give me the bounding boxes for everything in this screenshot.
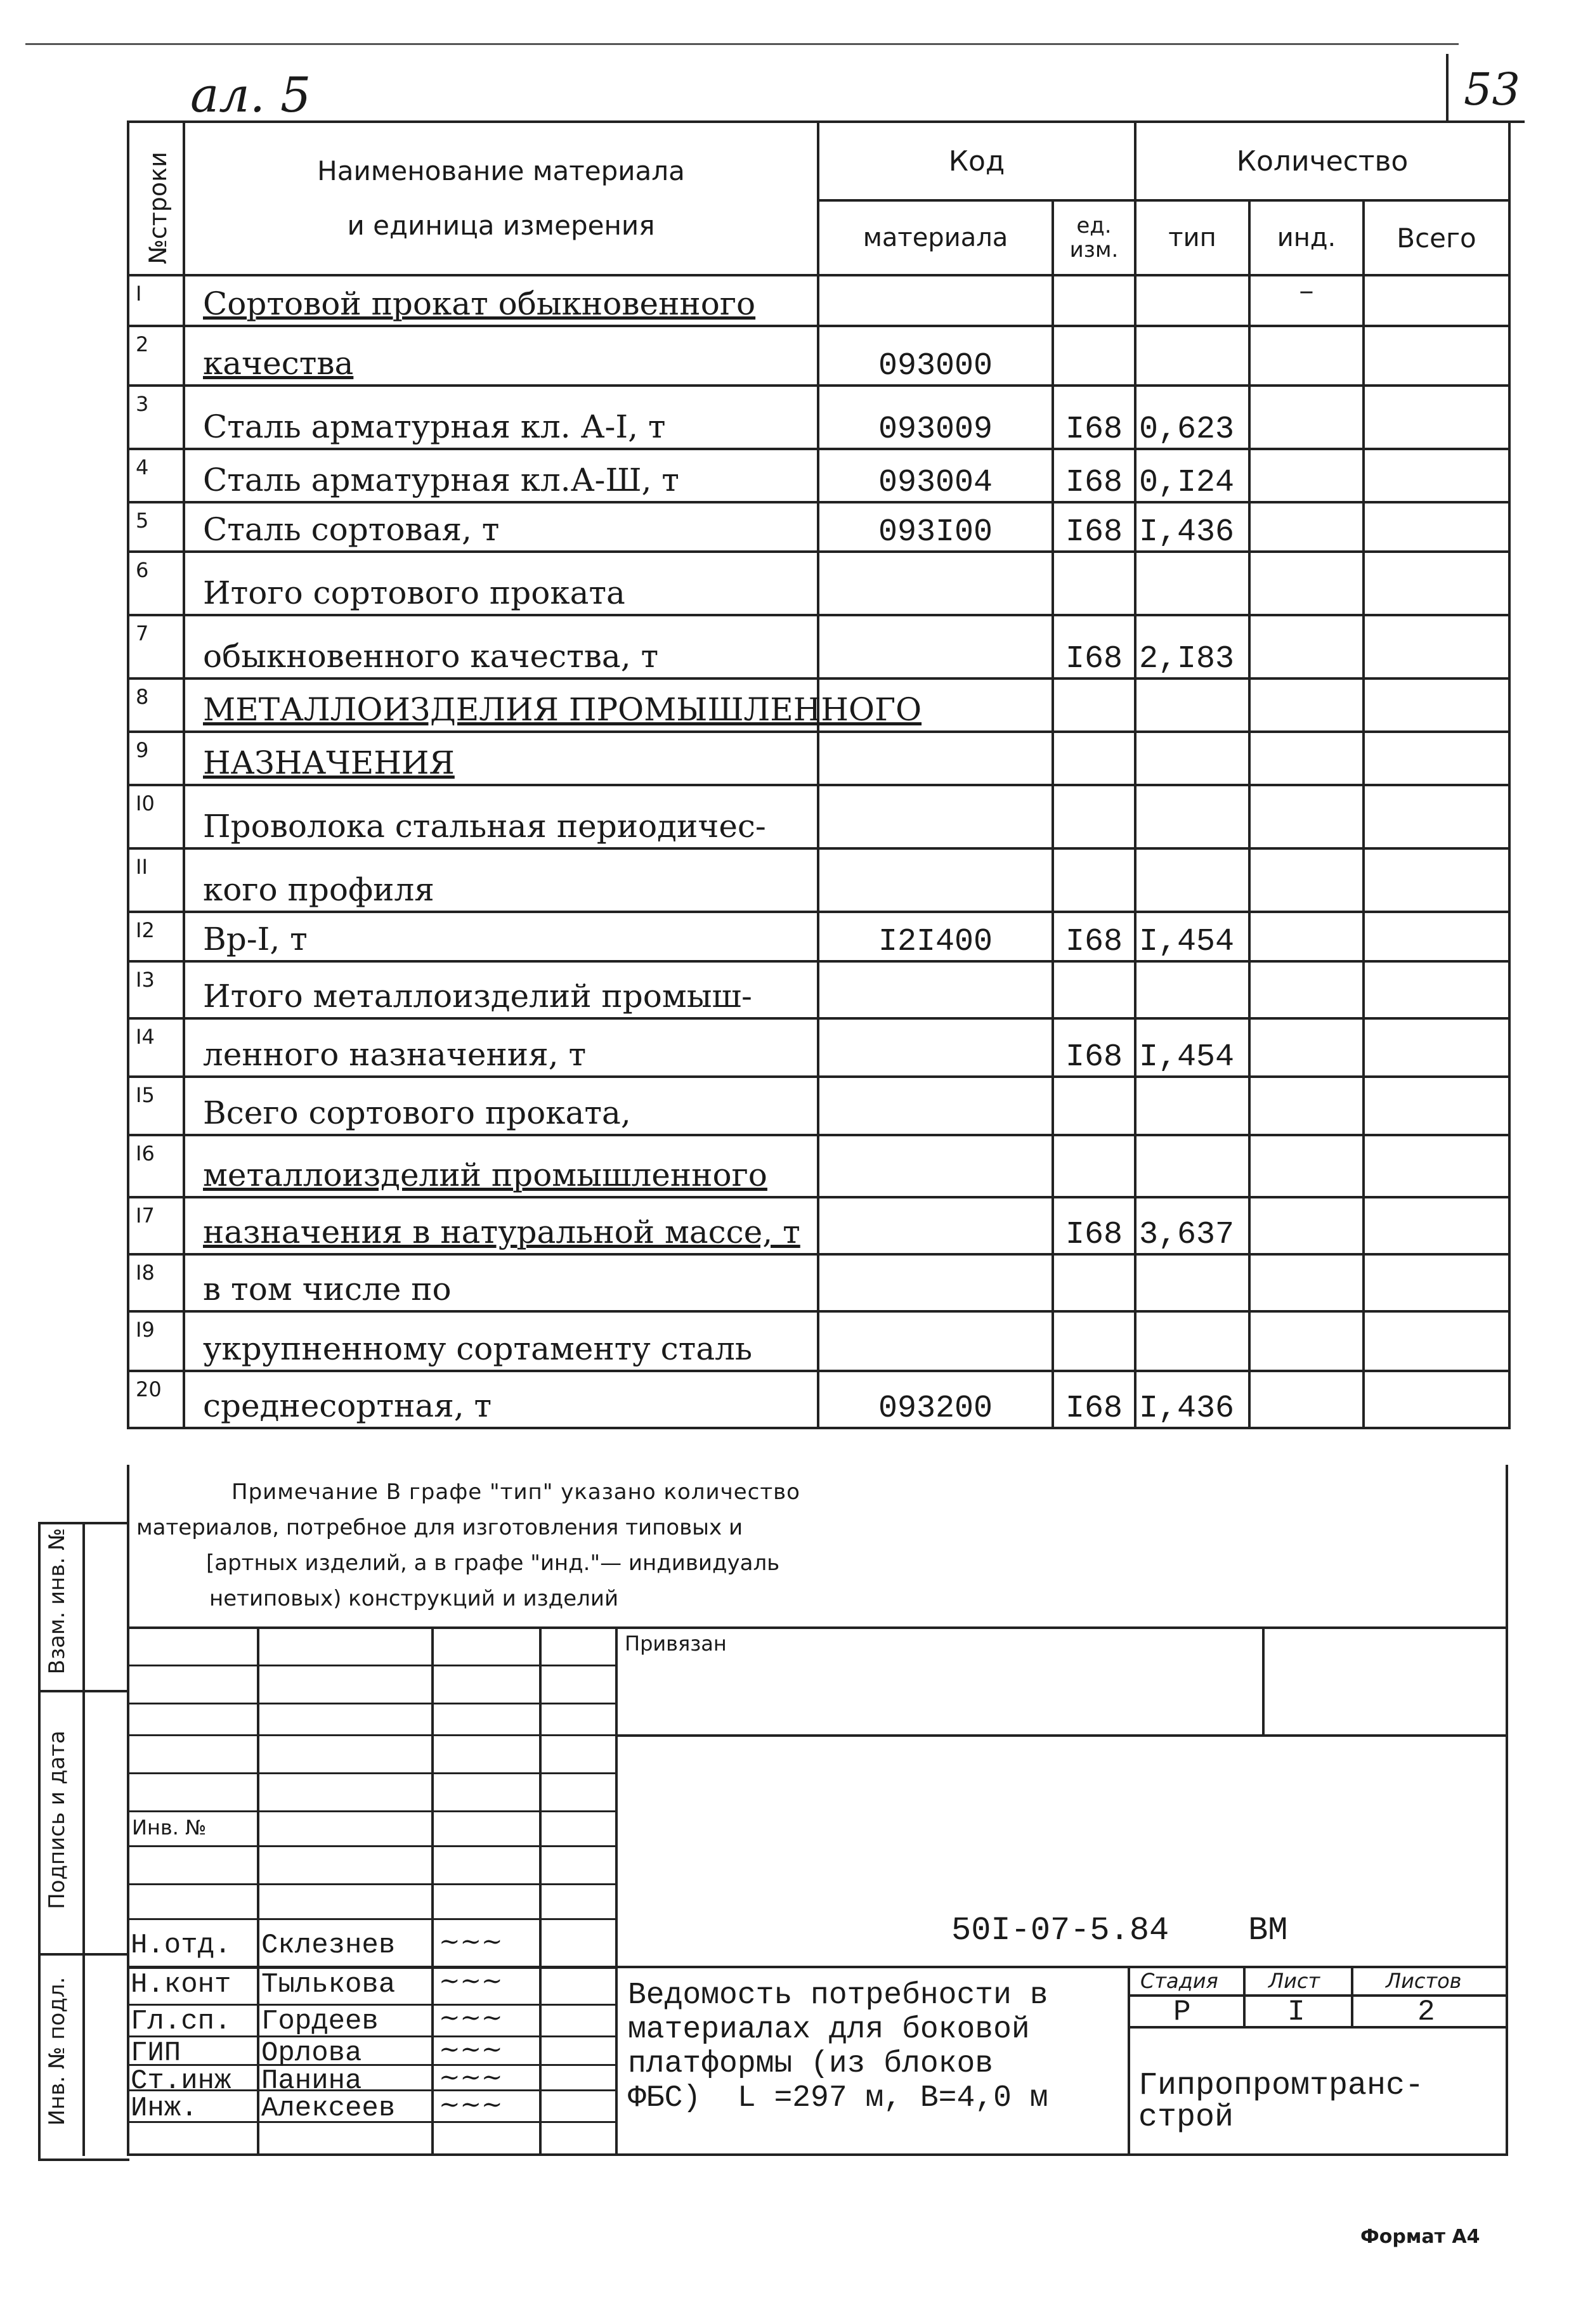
header-material: материала [818, 200, 1053, 275]
row-number: 3 [128, 386, 184, 449]
row-number: I [128, 275, 184, 326]
row-type [1135, 326, 1249, 386]
stamp-left-row-line [127, 1883, 615, 1885]
row-type [1135, 1135, 1249, 1197]
table-row [128, 961, 1509, 1018]
row-ind [1249, 449, 1364, 502]
row-number: I4 [128, 1018, 184, 1077]
row-ind [1249, 386, 1364, 449]
row-name: Сталь арматурная кл.А-Ш, т [184, 449, 818, 502]
row-number: 7 [128, 615, 184, 678]
row-type [1135, 848, 1249, 912]
header-code: Код [818, 122, 1135, 200]
row-ind [1249, 1197, 1364, 1254]
table-row [128, 785, 1509, 848]
signer-signature: ~~~ [439, 1927, 503, 1956]
row-type [1135, 552, 1249, 615]
materials-table [127, 120, 1511, 1429]
stamp-left-row-line [127, 1772, 615, 1774]
row-code: 093000 [818, 326, 1053, 386]
row-total [1364, 1311, 1509, 1371]
row-number: 20 [128, 1371, 184, 1428]
row-number: 4 [128, 449, 184, 502]
table-row [128, 1018, 1509, 1077]
row-type [1135, 1311, 1249, 1371]
side-sep-1 [38, 1690, 127, 1692]
row-ind [1249, 1077, 1364, 1135]
row-total [1364, 275, 1509, 326]
row-unit: I68 [1053, 502, 1135, 552]
row-ind [1249, 502, 1364, 552]
side-label-podpis: Подпись и дата [44, 1730, 70, 1909]
row-total [1364, 1197, 1509, 1254]
row-name: металлоизделий промышленного [184, 1135, 818, 1197]
stamp-left-row-line [127, 1703, 615, 1704]
row-code: 093I00 [818, 502, 1053, 552]
table-row [128, 732, 1509, 785]
row-code [818, 615, 1053, 678]
row-ind [1249, 678, 1364, 732]
row-total [1364, 848, 1509, 912]
stamp-left-row-line [127, 1918, 615, 1920]
row-unit: I68 [1053, 1018, 1135, 1077]
row-name: НАЗНАЧЕНИЯ [184, 732, 818, 785]
stamp-left-col-line [539, 1626, 542, 2156]
row-code [818, 1018, 1053, 1077]
table-row [128, 275, 1509, 326]
stamp-left-col-line [257, 1626, 259, 2156]
row-type [1135, 275, 1249, 326]
row-unit: I68 [1053, 449, 1135, 502]
stamp-top-line [127, 1626, 1508, 1629]
row-code [818, 848, 1053, 912]
row-total [1364, 785, 1509, 848]
row-ind: – [1249, 275, 1364, 326]
note-line-4: нетиповых) конструкций и изделий [209, 1586, 619, 1611]
row-ind [1249, 552, 1364, 615]
stamp-left-row-line [127, 1665, 615, 1666]
signer-role: Н.отд. [131, 1930, 231, 1961]
stage-value: Р [1173, 1996, 1191, 2029]
row-number: I6 [128, 1135, 184, 1197]
row-unit: I68 [1053, 912, 1135, 961]
row-number: II [128, 848, 184, 912]
inv-no-label: Инв. № [132, 1815, 207, 1840]
row-code: 093009 [818, 386, 1053, 449]
row-unit: I68 [1053, 1197, 1135, 1254]
row-unit [1053, 1135, 1135, 1197]
signer-signature: ~~~ [439, 2090, 503, 2119]
row-number: I5 [128, 1077, 184, 1135]
row-name: обыкновенного качества, т [184, 615, 818, 678]
table-row [128, 1371, 1509, 1428]
row-unit [1053, 326, 1135, 386]
row-number: I2 [128, 912, 184, 961]
privyazan-label: Привязан [625, 1632, 727, 1656]
privyazan-bottom [615, 1734, 1508, 1737]
signer-role: Гл.сп. [131, 2006, 231, 2037]
header-name: Наименование материала и единица измерения [184, 122, 818, 275]
row-name: Всего сортового проката, [184, 1077, 818, 1135]
doc-code-bottom [615, 1966, 1508, 1968]
signer-signature: ~~~ [439, 2003, 503, 2032]
row-total [1364, 1254, 1509, 1311]
stamp-left-row-line [127, 1734, 615, 1736]
row-ind [1249, 1018, 1364, 1077]
row-total [1364, 1077, 1509, 1135]
row-total [1364, 386, 1509, 449]
row-name: укрупненному сортаменту сталь [184, 1311, 818, 1371]
row-ind [1249, 912, 1364, 961]
row-total [1364, 961, 1509, 1018]
signer-signature: ~~~ [439, 1966, 503, 1996]
row-number: 8 [128, 678, 184, 732]
row-name: назначения в натуральной массе, т [184, 1197, 818, 1254]
side-label-inv-podl: Инв. № подл. [44, 1977, 70, 2126]
row-unit [1053, 1254, 1135, 1311]
row-unit: I68 [1053, 615, 1135, 678]
row-name: Итого металлоизделий промыш- [184, 961, 818, 1018]
row-number: 5 [128, 502, 184, 552]
row-name: Итого сортового проката [184, 552, 818, 615]
table-row [128, 1135, 1509, 1197]
row-ind [1249, 848, 1364, 912]
sheet-label: Лист [1268, 1969, 1320, 1993]
row-name: среднесортная, т [184, 1371, 818, 1428]
signer-name: Тылькова [261, 1969, 396, 2001]
table-row [128, 912, 1509, 961]
stamp-main-divider [615, 1626, 618, 2156]
row-code [818, 785, 1053, 848]
row-type: I,436 [1135, 1371, 1249, 1428]
sheet-number: 53 [1464, 63, 1521, 115]
row-name: Сталь арматурная кл. А-I, т [184, 386, 818, 449]
row-unit [1053, 275, 1135, 326]
stamp-bottom-line [127, 2153, 1508, 2156]
signer-name: Орлова [261, 2037, 362, 2069]
row-number: I3 [128, 961, 184, 1018]
header-row-no [128, 122, 184, 275]
header-quantity: Количество [1135, 122, 1509, 200]
signer-role: ГИП [131, 2037, 181, 2069]
signer-name: Гордеев [261, 2006, 379, 2037]
row-name: в том числе по [184, 1254, 818, 1311]
signer-role: Ст.инж [131, 2065, 231, 2097]
stamp-left-row-line [127, 1845, 615, 1847]
row-unit: I68 [1053, 386, 1135, 449]
header-unit: ед. изм. [1053, 200, 1135, 275]
signer-signature: ~~~ [439, 2035, 503, 2064]
row-code [818, 1197, 1053, 1254]
table-row [128, 386, 1509, 449]
row-code [818, 1254, 1053, 1311]
row-ind [1249, 732, 1364, 785]
row-name: кого профиля [184, 848, 818, 912]
table-row [128, 552, 1509, 615]
table-row [128, 1197, 1509, 1254]
row-type [1135, 961, 1249, 1018]
table-row [128, 1077, 1509, 1135]
stamp-left-row-line [127, 1810, 615, 1812]
row-code [818, 552, 1053, 615]
row-type [1135, 678, 1249, 732]
signer-role: Н.конт [131, 1969, 231, 2001]
row-total [1364, 912, 1509, 961]
row-ind [1249, 326, 1364, 386]
row-total [1364, 449, 1509, 502]
signer-role: Инж. [131, 2093, 198, 2124]
row-total [1364, 1018, 1509, 1077]
sheets-value: 2 [1417, 1996, 1435, 2029]
signer-name: Алексеев [261, 2093, 396, 2124]
row-type: 2,I83 [1135, 615, 1249, 678]
table-row [128, 678, 1509, 732]
row-ind [1249, 961, 1364, 1018]
note-block [136, 1474, 800, 1616]
note-line-3: [артных изделий, а в графе "инд."— индивидуаль [206, 1550, 780, 1576]
row-unit [1053, 678, 1135, 732]
row-type: I,436 [1135, 502, 1249, 552]
sheets-label: Листов [1386, 1969, 1462, 1993]
row-type: I,454 [1135, 912, 1249, 961]
row-total [1364, 732, 1509, 785]
table-row [128, 449, 1509, 502]
side-label-vzam: Взам. инв. № [44, 1528, 70, 1675]
row-type [1135, 1077, 1249, 1135]
row-unit [1053, 961, 1135, 1018]
row-unit [1053, 1311, 1135, 1371]
row-unit [1053, 848, 1135, 912]
row-code [818, 275, 1053, 326]
stamp-left-col-line [431, 1626, 434, 2156]
row-name: ленного назначения, т [184, 1018, 818, 1077]
stage-label: Стадия [1140, 1969, 1218, 1993]
row-total [1364, 615, 1509, 678]
row-total [1364, 326, 1509, 386]
header-row-no-text: №строки [144, 152, 172, 264]
row-type [1135, 1254, 1249, 1311]
signer-signature: ~~~ [439, 2063, 503, 2092]
stamp-left-grid [127, 1626, 615, 2156]
row-number: 9 [128, 732, 184, 785]
privyazan-divider [1262, 1626, 1265, 1734]
row-unit [1053, 1077, 1135, 1135]
row-number: I9 [128, 1311, 184, 1371]
row-code [818, 1077, 1053, 1135]
row-code [818, 961, 1053, 1018]
row-type: 3,637 [1135, 1197, 1249, 1254]
row-name: Сталь сортовая, т [184, 502, 818, 552]
row-type: 0,623 [1135, 386, 1249, 449]
table-row [128, 1254, 1509, 1311]
row-unit: I68 [1053, 1371, 1135, 1428]
row-name: Сортовой прокат обыкновенного [184, 275, 818, 326]
row-number: 2 [128, 326, 184, 386]
row-ind [1249, 1311, 1364, 1371]
row-ind [1249, 1371, 1364, 1428]
format-label: Формат А4 [1360, 2226, 1480, 2248]
corner-note: ал. 5 [190, 67, 311, 123]
side-sep-2 [38, 1953, 127, 1956]
header-ind: инд. [1249, 200, 1364, 275]
row-number: 6 [128, 552, 184, 615]
row-name: Вр-I, т [184, 912, 818, 961]
sheet-value: I [1287, 1996, 1305, 2029]
row-code: I2I400 [818, 912, 1053, 961]
doc-code: 50I-07-5.84 ВМ [951, 1912, 1288, 1949]
row-total [1364, 1135, 1509, 1197]
note-line-1: Примечание В графе "тип" указано количество [231, 1479, 800, 1505]
row-total [1364, 502, 1509, 552]
row-name: качества [184, 326, 818, 386]
row-code: 093200 [818, 1371, 1053, 1428]
top-border-line [25, 43, 1459, 45]
signer-name: Склезнев [261, 1930, 396, 1961]
row-unit [1053, 552, 1135, 615]
row-ind [1249, 1135, 1364, 1197]
row-unit [1053, 785, 1135, 848]
row-ind [1249, 615, 1364, 678]
table-row [128, 502, 1509, 552]
row-type [1135, 785, 1249, 848]
row-ind [1249, 1254, 1364, 1311]
row-code [818, 1311, 1053, 1371]
row-number: I7 [128, 1197, 184, 1254]
row-code: 093004 [818, 449, 1053, 502]
row-number: I0 [128, 785, 184, 848]
side-divider [82, 1522, 85, 2156]
row-name: Проволока стальная периодичес- [184, 785, 818, 848]
title-block [127, 1626, 1508, 2156]
row-type: I,454 [1135, 1018, 1249, 1077]
document-title: Ведомость потребности в материалах для боковой платформы (из блоков ФБС) L =297 м, В=4,0 м [628, 1978, 1048, 2115]
row-code [818, 1135, 1053, 1197]
row-total [1364, 678, 1509, 732]
row-total [1364, 552, 1509, 615]
note-line-2: материалов, потребное для изготовления типовых и [136, 1515, 743, 1540]
row-type [1135, 732, 1249, 785]
row-type: 0,I24 [1135, 449, 1249, 502]
table-row [128, 848, 1509, 912]
row-number: I8 [128, 1254, 184, 1311]
signer-name: Панина [261, 2065, 362, 2097]
table-row [128, 1311, 1509, 1371]
row-name: МЕТАЛЛОИЗДЕЛИЯ ПРОМЫШЛЕННОГО [184, 678, 818, 732]
row-ind [1249, 785, 1364, 848]
row-code [818, 732, 1053, 785]
row-total [1364, 1371, 1509, 1428]
table-row [128, 326, 1509, 386]
table-row [128, 615, 1509, 678]
header-total: Всего [1364, 200, 1509, 275]
header-type: тип [1135, 200, 1249, 275]
row-unit [1053, 732, 1135, 785]
organization: Гипропромтранс- строй [1138, 2068, 1424, 2136]
